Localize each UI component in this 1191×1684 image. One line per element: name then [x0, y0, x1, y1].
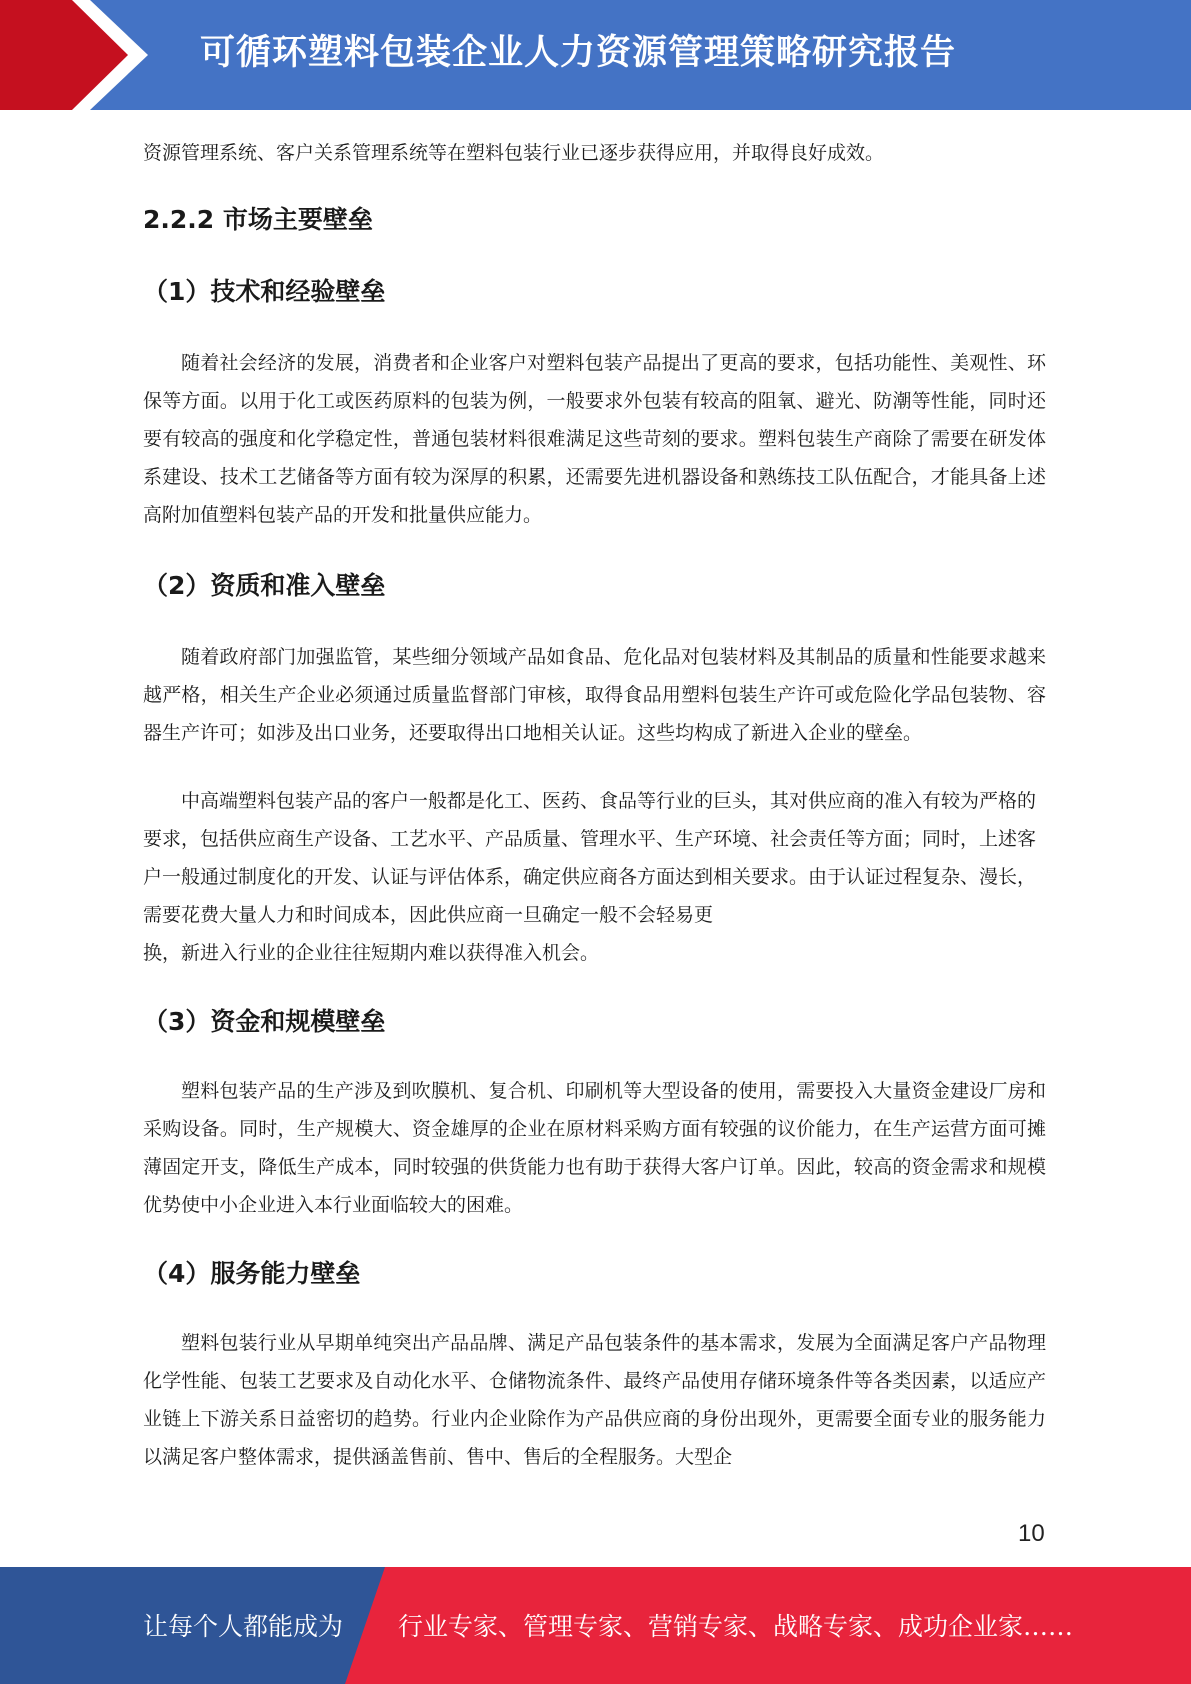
subsection-2-paragraph-2b: 换，新进入行业的企业往往短期内难以获得准入机会。: [143, 942, 600, 964]
page-footer: [0, 1567, 1191, 1684]
subsection-heading-4: （4）服务能力壁垒: [143, 1259, 361, 1288]
subsection-2-paragraph-2a: 中高端塑料包装产品的客户一般都是化工、医药、食品等行业的巨头，其对供应商的准入有较为严格的要求，包括供应商生产设备、工艺水平、产品质量、管理水平、生产环境、社会责任等方面；同时，上述客户一般通过制度化的开发、认证与评估体系，确定供应商各方面达到相关要求。由于认证过程复杂、漫长，需要花费大量人力和时间成本，因此供应商一旦确定一般不会轻易更: [143, 790, 1037, 926]
subsection-2-paragraph-1: 随着政府部门加强监管，某些细分领域产品如食品、危化品对包装材料及其制品的质量和性能要求越来越严格，相关生产企业必须通过质量监督部门审核，取得食品用塑料包装生产许可或危险化学品包装物、容器生产许可；如涉及出口业务，还要取得出口地相关认证。这些均构成了新进入企业的壁垒。: [143, 646, 1046, 744]
page-header: [0, 0, 1191, 110]
subsection-heading-1: （1）技术和经验壁垒: [143, 277, 386, 306]
section-heading: 2.2.2 市场主要壁垒: [143, 205, 373, 234]
footer-slogan-left: 让每个人都能成为: [143, 1612, 344, 1641]
intro-paragraph: 资源管理系统、客户关系管理系统等在塑料包装行业已逐步获得应用，并取得良好成效。: [143, 142, 885, 164]
subsection-1-paragraph: 随着社会经济的发展，消费者和企业客户对塑料包装产品提出了更高的要求，包括功能性、美观性、环保等方面。以用于化工或医药原料的包装为例，一般要求外包装有较高的阻氧、避光、防潮等性能，同时还要有较高的强度和化学稳定性，普通包装材料很难满足这些苛刻的要求。塑料包装生产商除了需要在研发体系建设、技术工艺储备等方面有较为深厚的积累，还需要先进机器设备和熟练技工队伍配合，才能具备上述高附加值塑料包装产品的开发和批量供应能力。: [143, 352, 1046, 526]
subsection-4-paragraph: 塑料包装行业从早期单纯突出产品品牌、满足产品包装条件的基本需求，发展为全面满足客户产品物理化学性能、包装工艺要求及自动化水平、仓储物流条件、最终产品使用存储环境条件等各类因素，以适应产业链上下游关系日益密切的趋势。行业内企业除作为产品供应商的身份出现外，更需要全面专业的服务能力以满足客户整体需求，提供涵盖售前、售中、售后的全程服务。大型企: [143, 1332, 1046, 1468]
page-number: 10: [1018, 1520, 1045, 1547]
footer-slogan-right: 行业专家、管理专家、营销专家、战略专家、成功企业家……: [398, 1612, 1074, 1641]
subsection-3-paragraph: 塑料包装产品的生产涉及到吹膜机、复合机、印刷机等大型设备的使用，需要投入大量资金建设厂房和采购设备。同时，生产规模大、资金雄厚的企业在原材料采购方面有较强的议价能力，在生产运营方面可摊薄固定开支，降低生产成本，同时较强的供货能力也有助于获得大客户订单。因此，较高的资金需求和规模优势使中小企业进入本行业面临较大的困难。: [143, 1080, 1046, 1216]
subsection-heading-3: （3）资金和规模壁垒: [143, 1007, 386, 1036]
subsection-heading-2: （2）资质和准入壁垒: [143, 571, 386, 600]
page-content: [143, 134, 1046, 1476]
report-title: 可循环塑料包装企业人力资源管理策略研究报告: [200, 33, 957, 73]
